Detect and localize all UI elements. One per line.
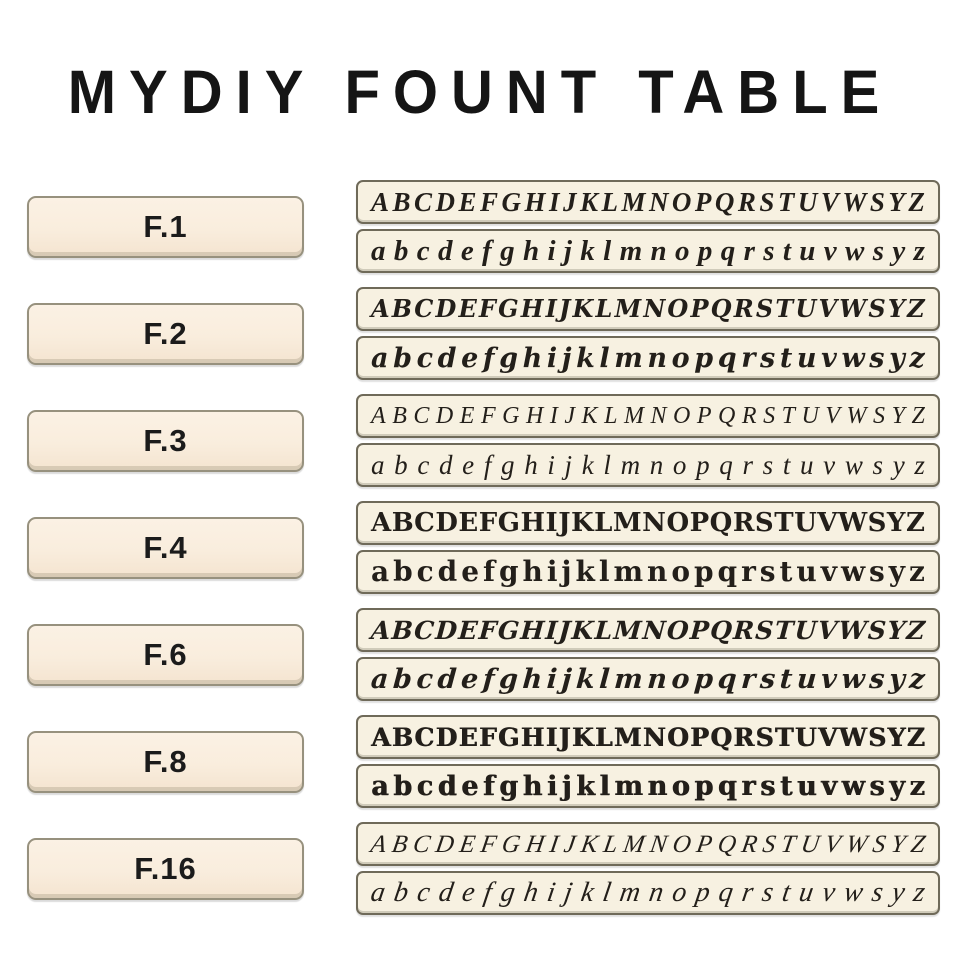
sample-strips-f16 [356,822,940,915]
lowercase-sample-strip-f6 [356,657,940,701]
font-row-f6 [0,608,960,701]
font-label-plate-f8 [27,731,304,793]
font-label-f1: F.1 [143,208,188,244]
font-label-f4: F.4 [143,529,188,565]
lowercase-sample-strip-f4 [356,550,940,594]
uppercase-letters-f6: A B C D E F G H I J K L M N O P Q R S T U V W S Y Z [369,615,926,645]
font-label-f8: F.8 [143,743,188,779]
uppercase-sample-strip-f3 [356,394,940,438]
font-label-f6: F.6 [143,636,188,672]
uppercase-sample-strip-f2 [356,287,940,331]
font-label-plate-f2 [27,303,304,365]
lowercase-sample-strip-f16 [356,871,940,915]
uppercase-letters-f1: A B C D E F G H I J K L M N O P Q R S T U V W S Y Z [371,186,925,217]
page-title: MYDIY FOUNT TABLE [67,58,893,127]
font-label-f3: F.3 [143,422,188,458]
sample-strips-f4 [356,501,940,594]
uppercase-letters-f3: A B C D E F G H I J K L M N O P Q R S T U V W S Y Z [371,403,925,429]
lowercase-sample-strip-f2 [356,336,940,380]
font-label-plate-f3 [27,410,304,472]
lowercase-sample-strip-f1 [356,229,940,273]
sample-strips-f1 [356,180,940,273]
sample-strips-f8 [356,715,940,808]
lowercase-letters-f4: a b c d e f g h i j k l m n o p q r s t u v w s y z [371,555,925,588]
font-row-f4 [0,501,960,594]
lowercase-letters-f6: a b c d e f g h i j k l m n o p q r s t u v w s y z [369,663,926,695]
uppercase-letters-f8: A B C D E F G H I J K L M N O P Q R S T U V W S Y Z [371,722,925,752]
font-label-plate-f16 [27,838,304,900]
font-label-plate-f4 [27,517,304,579]
uppercase-sample-strip-f16 [356,822,940,866]
lowercase-letters-f2: a b c d e f g h i j k l m n o p q r s t u v w s y z [371,342,925,374]
font-label-f2: F.2 [143,315,188,351]
uppercase-sample-strip-f8 [356,715,940,759]
font-row-f16 [0,822,960,915]
font-row-f8 [0,715,960,808]
font-table [0,180,960,929]
sample-strips-f3 [356,394,940,487]
font-row-f1 [0,180,960,273]
font-label-plate-f6 [27,624,304,686]
lowercase-letters-f16: a b c d e f g h i j k l m n o p q r s t u v w s y z [368,877,928,908]
uppercase-sample-strip-f6 [356,608,940,652]
lowercase-sample-strip-f8 [356,764,940,808]
uppercase-letters-f4: A B C D E F G H I J K L M N O P Q R S T U V W S Y Z [371,508,925,538]
uppercase-letters-f2: A B C D E F G H I J K L M N O P Q R S T U V W S Y Z [371,294,925,323]
font-label-plate-f1 [27,196,304,258]
font-label-f16: F.16 [134,850,197,886]
uppercase-sample-strip-f4 [356,501,940,545]
lowercase-letters-f8: a b c d e f g h i j k l m n o p q r s t u v w s y z [371,770,925,802]
uppercase-letters-f16: A B C D E F G H I J K L M N O P Q R S T U V W S Y Z [368,830,928,858]
font-row-f2 [0,287,960,380]
sample-strips-f2 [356,287,940,380]
lowercase-letters-f1: a b c d e f g h i j k l m n o p q r s t u v w s y z [371,234,925,267]
font-row-f3 [0,394,960,487]
lowercase-sample-strip-f3 [356,443,940,487]
lowercase-letters-f3: a b c d e f g h i j k l m n o p q r s t u v w s y z [371,449,925,480]
sample-strips-f6 [356,608,940,701]
uppercase-sample-strip-f1 [356,180,940,224]
